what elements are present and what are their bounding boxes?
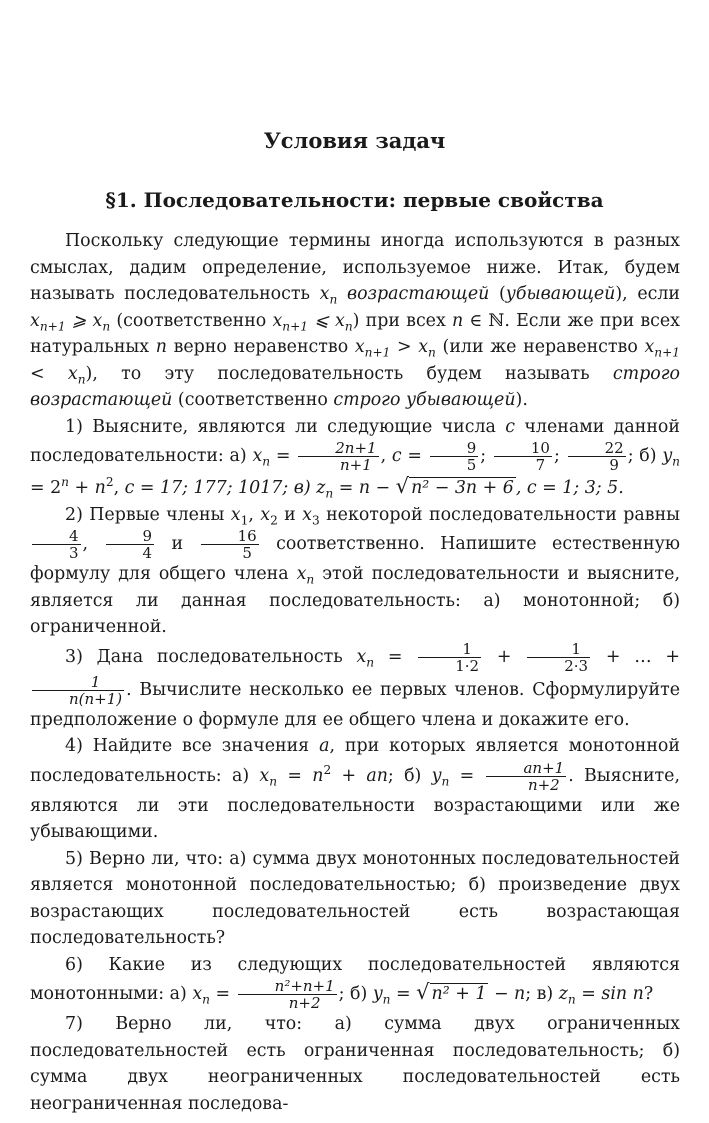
problem-4: 4) Найдите все значения a, при которых является монотонной последовательность: а) $x_n = n^2$ + an; б) $y_n$ = $\frac{an+1}{n+2}$ . Выясните, являются ли эти последовательности возрастающими или же убывающими. [30, 736, 680, 842]
fraction: $\frac{2n+1}{n+1}$ [298, 440, 378, 473]
fraction: $\frac{an+1}{n+2}$ [486, 760, 566, 793]
problem-2: 2) Первые члены $x_1$, $x_2$ и $x_3$ некоторой последовательности равны $\frac{4}{3}$ , $\frac{9}{4}$ и $\frac{16}{5}$ соответственно. Напишите естественную формулу для общего члена $x_n$ этой последовательности и выясните, является ли данная последовательность: а) монотонной; б) ограниченной. [30, 504, 680, 637]
body-text [30, 228, 680, 1117]
chapter-title: Условия задач [263, 128, 446, 153]
problem-6: 6) Какие из следующих последовательностей являются монотонными: а) $x_n$ = $\frac{\text{n²+n+1}}{n+2}$ ; б) $y_n$ = √ n² + 1 − n; в) $z_n = \sin n$? [30, 954, 680, 1012]
fraction: $\frac{9}{5}$ [430, 440, 479, 473]
fraction: $\frac{1}{n(n+1)}$ [32, 674, 124, 707]
sqrt-icon: √ [416, 980, 430, 1004]
problem-3: 3) Дана последовательность $x_n$ = $\frac{1}{1\cdot 2}$ + $\frac{1}{2\cdot 3}$ + … + $\frac{1}{n(n+1)}$ . Вычислите несколько ее первых членов. Сформулируйте предположение о формуле для ее общего члена и докажите его. [30, 639, 680, 730]
section-title: §1. Последовательности: первые свойства [105, 188, 604, 212]
intro-paragraph: Поскольку следующие термины иногда используются в разных смыслах, дадим определение, используемое ниже. Итак, будем называть последовательность $x_n$ возрастающей (убывающей), если $x_{n+1}$ ⩾ $x_n$ (соответственно $x_{n+1}$ ⩽ $x_n$) при всех n ∈ ℕ. Если же при всех натуральных n верно неравенство $x_{n+1} > x_n$ (или же неравенство $x_{n+1} < x_n$), то эту последовательность будем называть строго возрастающей (соответственно строго убывающей). [30, 231, 681, 410]
fraction: $\frac{10}{7}$ [494, 440, 552, 473]
fraction: $\frac{9}{4}$ [106, 528, 155, 561]
fraction: $\frac{4}{3}$ [32, 528, 81, 561]
fraction: $\frac{22}{9}$ [568, 440, 626, 473]
fraction: $\frac{1}{1\cdot 2}$ [418, 641, 481, 674]
fraction: $\frac{1}{2\cdot 3}$ [527, 641, 590, 674]
fraction: $\frac{\text{n²+n+1}}{n+2}$ [238, 978, 337, 1011]
problem-5: 5) Верно ли, что: а) сумма двух монотонных последовательностей является монотонной последовательностью; б) произведение двух возрастающих последовательностей есть возрастающая последовательность? [30, 848, 680, 948]
problem-7: 7) Верно ли, что: а) сумма двух ограниченных последовательностей есть ограниченная последовательность; б) сумма двух неограниченных последовательностей есть неограниченная последова- [30, 1014, 680, 1114]
sqrt-icon: √ [395, 474, 410, 498]
fraction: $\frac{16}{5}$ [201, 528, 259, 561]
problem-1: 1) Выясните, являются ли следующие числа c членами данной последовательности: а) $x_n$ = $\frac{2n+1}{n+1}$ , c = $\frac{9}{5}$ ; $\frac{10}{7}$ ; $\frac{22}{9}$ ; б) $y_n = 2^n + n^2$, c = 17; 177; 1017; в) $z_n = n$ − √ n² − 3n + 6 , c = 1; 3; 5. [30, 416, 680, 501]
